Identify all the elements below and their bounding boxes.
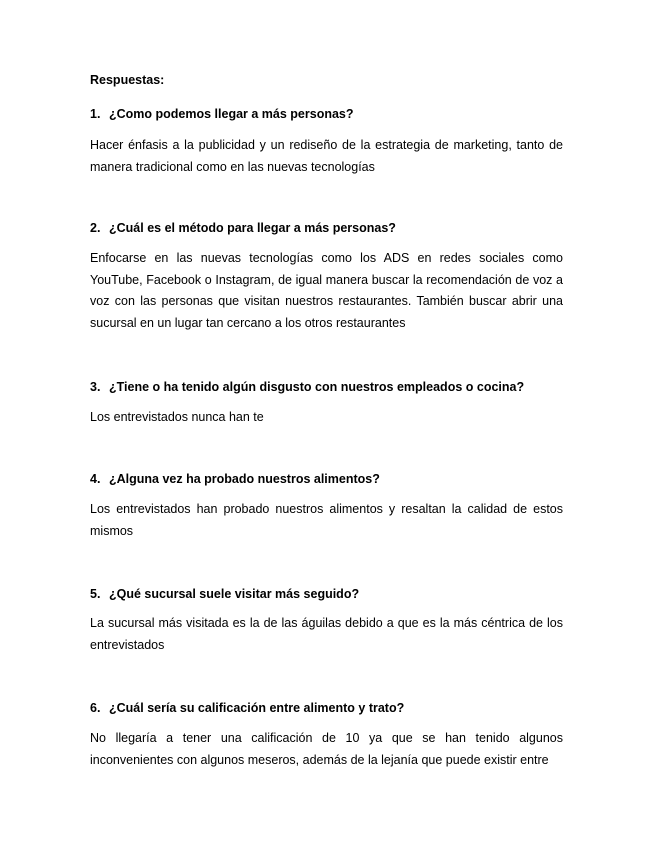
question-2	[90, 221, 396, 235]
question-text: ¿Tiene o ha tenido algún disgusto con nuestros empleados o cocina?	[109, 380, 525, 394]
question-4	[90, 472, 380, 486]
question-number: 4.	[90, 472, 101, 486]
answer-6: No llegaría a tener una calificación de 10 ya que se han tenido algunos inconvenientes con algunos meseros, además de la lejanía que puede existir entre	[90, 731, 563, 767]
question-3	[90, 380, 524, 394]
question-text: ¿Alguna vez ha probado nuestros alimentos?	[109, 472, 380, 486]
question-number: 6.	[90, 701, 101, 715]
question-5	[90, 587, 359, 601]
answer-3: Los entrevistados nunca han te	[90, 410, 264, 424]
answer-5: La sucursal más visitada es la de las águilas debido a que es la más céntrica de los entrevistados	[90, 616, 563, 652]
question-text: ¿Cuál es el método para llegar a más personas?	[109, 221, 396, 235]
answer-1: Hacer énfasis a la publicidad y un rediseño de la estrategia de marketing, tanto de manera tradicional como en las nuevas tecnologías	[90, 138, 563, 174]
question-number: 3.	[90, 380, 101, 394]
question-text: ¿Como podemos llegar a más personas?	[109, 107, 354, 121]
question-1	[90, 107, 354, 121]
question-text: ¿Cuál sería su calificación entre alimento y trato?	[109, 701, 405, 715]
question-number: 2.	[90, 221, 101, 235]
answer-4: Los entrevistados han probado nuestros alimentos y resaltan la calidad de estos mismos	[90, 502, 563, 538]
answer-2: Enfocarse en las nuevas tecnologías como los ADS en redes sociales como YouTube, Facebook o Instagram, de igual manera buscar la recomendación de voz a voz con las personas que visitan nuestros restaurantes. También buscar abrir una sucursal en un lugar tan cercano a los otros restaurantes	[90, 251, 563, 330]
document-heading: Respuestas:	[90, 73, 165, 87]
question-6	[90, 701, 404, 715]
question-text: ¿Qué sucursal suele visitar más seguido?	[109, 587, 360, 601]
question-number: 1.	[90, 107, 101, 121]
question-number: 5.	[90, 587, 101, 601]
